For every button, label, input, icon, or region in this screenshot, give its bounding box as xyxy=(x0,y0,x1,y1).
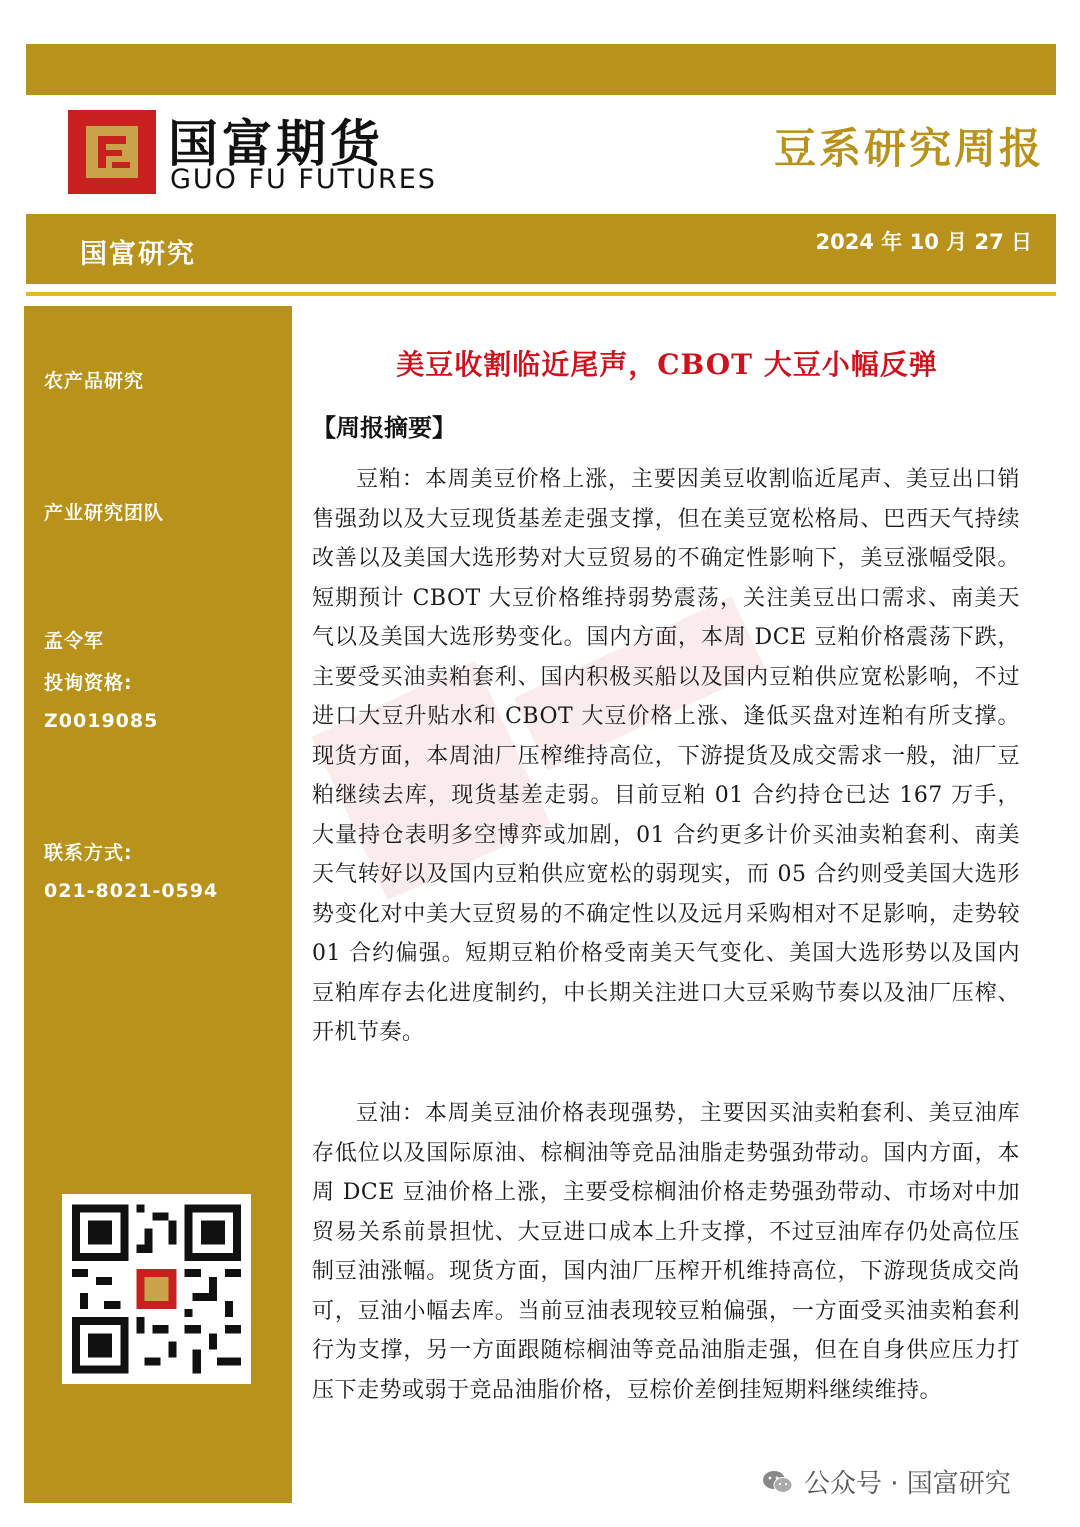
analyst-name: 孟令军 xyxy=(44,630,105,652)
paragraph-soymeal: 豆粕：本周美豆价格上涨，主要因美豆收割临近尾声、美豆出口销售强劲以及大豆现货基差走强支撑，但在美豆宽松格局、巴西天气持续改善以及美国大选形势对大豆贸易的不确定性影响下，美豆涨幅受限。短期预计 CBOT 大豆价格维持弱势震荡，关注美豆出口需求、南美天气以及美国大选形势变化。国内方面，本周 DCE 豆粕价格震荡下跌，主要受买油卖粕套利、国内积极买船以及国内豆粕供应宽松影响，不过进口大豆升贴水和 CBOT 大豆价格上涨、逢低买盘对连粕有所支撑。现货方面，本周油厂压榨维持高位，下游提货及成交需求一般，油厂豆粕继续去库，现货基差走弱。目前豆粕 01 合约持仓已达 167 万手，大量持仓表明多空博弈或加剧，01 合约更多计价买油卖粕套利、南美天气转好以及国内豆粕供应宽松的弱现实，而 05 合约则受美国大选形势变化对中美大豆贸易的不确定性以及远月采购相对不足影响，走势较 01 合约偏强。短期豆粕价格受南美天气变化、美国大选形势以及国内豆粕库存去化进度制约，中长期关注进口大豆采购节奏以及油厂压榨、开机节奏。 xyxy=(312,467,1020,1045)
contact-label: 联系方式: xyxy=(44,842,133,864)
contact-phone: 021-8021-0594 xyxy=(44,880,219,902)
paragraph-soyoil: 豆油：本周美豆油价格表现强势，主要因买油卖粕套利、美豆油库存低位以及国际原油、棕榈油等竞品油脂走势强劲带动。国内方面，本周 DCE 豆油价格上涨，主要受棕榈油价格走势强劲带动、市场对中加贸易关系前景担忧、大豆进口成本上升支撑，不过豆油库存仍处高位压制豆油涨幅。现货方面，国内油厂压榨开机维持高位，下游现货成交尚可，豆油小幅去库。当前豆油表现较豆粕偏强，一方面受买油卖粕套利行为支撑，另一方面跟随棕榈油等竞品油脂走强，但在自身供应压力打压下走势或弱于竞品油脂价格，豆棕价差倒挂短期料继续维持。 xyxy=(312,1101,1020,1403)
report-type-title: 豆系研究周报 xyxy=(773,124,1044,173)
section-title: 【周报摘要】 xyxy=(312,414,456,442)
brand-name-en: GUO FU FUTURES xyxy=(170,164,437,195)
band-title: 国富研究 xyxy=(80,239,196,270)
divider-line xyxy=(26,292,1056,296)
article-headline: 美豆收割临近尾声，CBOT 大豆小幅反弹 xyxy=(396,348,938,381)
sidebar-team: 产业研究团队 xyxy=(44,502,165,524)
sidebar-category: 农产品研究 xyxy=(44,370,145,392)
top-gold-bar xyxy=(26,44,1056,95)
footer-text: 公众号 · 国富研究 xyxy=(804,1469,1011,1499)
qualification-label: 投询资格: xyxy=(44,672,133,694)
qr-code-icon xyxy=(62,1194,251,1384)
brand-name-cn: 国富期货 xyxy=(168,115,384,173)
footer-source xyxy=(762,1463,1011,1500)
wechat-icon xyxy=(762,1469,794,1495)
qualification-id: Z0019085 xyxy=(44,710,159,732)
report-date: 2024 年 10 月 27 日 xyxy=(815,230,1032,254)
guofu-logo-icon xyxy=(68,110,156,194)
